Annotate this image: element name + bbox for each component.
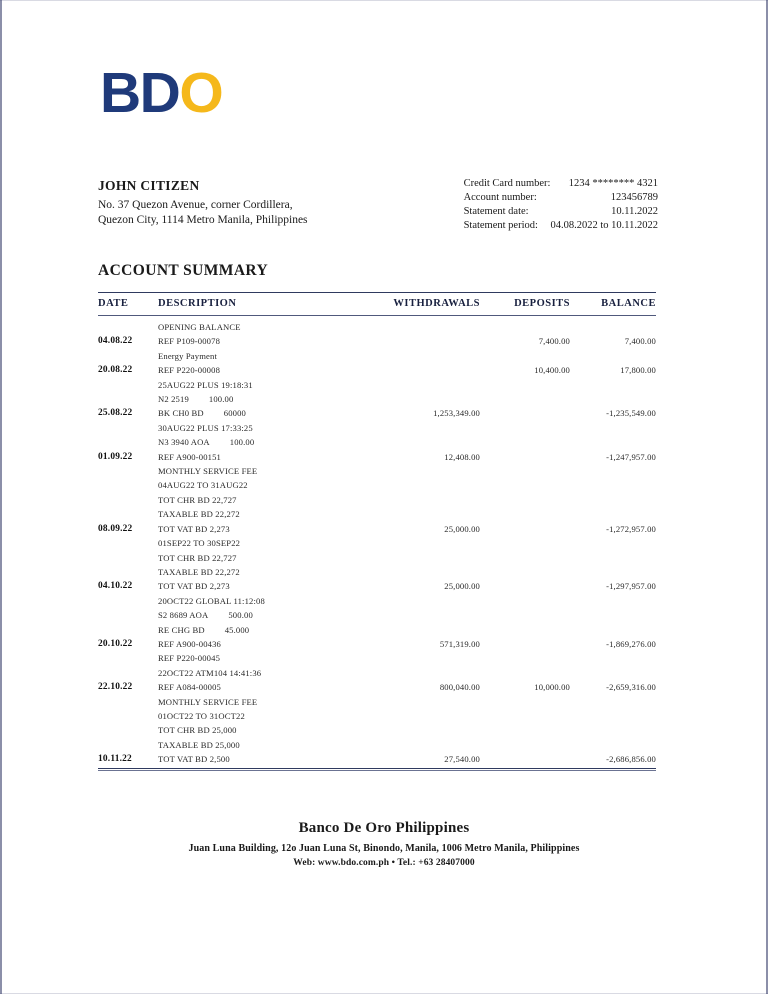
footer-contact: Web: www.bdo.com.ph • Tel.: +63 28407000 <box>293 858 475 868</box>
cell-date <box>98 565 158 579</box>
cell-deposit <box>480 651 570 665</box>
cell-description <box>158 738 374 752</box>
cell-date <box>98 551 158 565</box>
table-row <box>98 493 656 507</box>
cell-date <box>98 464 158 478</box>
cell-description <box>158 565 374 579</box>
cell-balance <box>570 723 656 737</box>
description-inline-amount: 100.00 <box>229 437 255 448</box>
cell-withdrawal <box>374 723 480 737</box>
cell-withdrawal: 27,540.00 <box>444 754 480 765</box>
transaction-rows <box>98 320 656 767</box>
cell-withdrawal <box>374 464 480 478</box>
cell-withdrawal: 800,040.00 <box>439 682 480 693</box>
customer-address-line-1: No. 37 Quezon Avenue, corner Cordillera, <box>98 199 293 211</box>
account-summary-table-wrap <box>98 292 656 771</box>
cell-description <box>158 507 374 521</box>
cell-balance <box>570 709 656 723</box>
cell-deposit <box>480 608 570 622</box>
column-header-date: DATE <box>98 298 129 309</box>
table-rule-bottom <box>98 768 656 769</box>
account-summary-body-table <box>98 320 656 767</box>
bdo-logo <box>100 62 222 124</box>
description-text: TOT CHR BD 22,727 <box>158 494 237 505</box>
cell-deposit <box>480 478 570 492</box>
cell-withdrawal <box>374 594 480 608</box>
cell-description <box>158 536 374 550</box>
cell-description <box>158 406 374 420</box>
cell-description <box>158 493 374 507</box>
table-row <box>98 450 656 464</box>
description-text: TOT CHR BD 22,727 <box>158 552 237 563</box>
cell-deposit <box>480 738 570 752</box>
cell-date <box>98 392 158 406</box>
cell-withdrawal <box>374 507 480 521</box>
cell-balance: -2,659,316.00 <box>606 682 656 693</box>
page-border-top <box>0 0 768 1</box>
table-row <box>98 738 656 752</box>
table-row <box>98 680 656 694</box>
cell-withdrawal <box>374 435 480 449</box>
cell-deposit <box>480 522 570 536</box>
cell-date <box>98 695 158 709</box>
table-row <box>98 392 656 406</box>
statement-date-label: Statement date: <box>463 206 529 217</box>
description-text: TOT VAT BD 2,500 <box>158 754 230 765</box>
cell-deposit <box>480 637 570 651</box>
description-text: TOT CHR BD 25,000 <box>158 725 237 736</box>
cell-balance: 17,800.00 <box>620 365 656 376</box>
cell-date <box>98 709 158 723</box>
cell-balance <box>570 378 656 392</box>
cell-description <box>158 435 374 449</box>
cell-description <box>158 349 374 363</box>
cell-date: 22.10.22 <box>98 682 133 693</box>
cell-balance <box>570 594 656 608</box>
table-row <box>98 723 656 737</box>
cell-withdrawal <box>374 623 480 637</box>
table-row <box>98 320 656 334</box>
cell-deposit <box>480 709 570 723</box>
cell-deposit <box>480 565 570 579</box>
description-text: BK CH0 BD <box>158 408 204 419</box>
cell-balance: -1,297,957.00 <box>606 581 656 592</box>
description-text: MONTHLY SERVICE FEE <box>158 466 258 477</box>
description-text: 01OCT22 TO 31OCT22 <box>158 710 245 721</box>
cell-balance <box>570 565 656 579</box>
description-text: 22OCT22 ATM104 14:41:36 <box>158 667 262 678</box>
cell-deposit <box>480 392 570 406</box>
description-text: 04AUG22 TO 31AUG22 <box>158 480 248 491</box>
cell-date <box>98 594 158 608</box>
cell-description <box>158 680 374 694</box>
cell-date: 10.11.22 <box>98 754 132 765</box>
description-text: TOT VAT BD 2,273 <box>158 581 230 592</box>
cell-deposit <box>480 723 570 737</box>
table-row <box>98 695 656 709</box>
description-text: 30AUG22 PLUS 17:33:25 <box>158 422 253 433</box>
description-inline-amount: 100.00 <box>208 394 234 405</box>
cell-balance: -1,247,957.00 <box>606 451 656 462</box>
cell-description <box>158 695 374 709</box>
cell-withdrawal <box>374 320 480 334</box>
column-header-withdrawals: WITHDRAWALS <box>393 298 480 309</box>
table-row <box>98 522 656 536</box>
cell-description <box>158 450 374 464</box>
account-number-value: 123456789 <box>610 192 658 203</box>
description-text: TAXABLE BD 25,000 <box>158 739 240 750</box>
table-row <box>98 478 656 492</box>
statement-header-block <box>98 178 658 234</box>
statement-period-value: 04.08.2022 to 10.11.2022 <box>550 220 658 231</box>
cell-date <box>98 320 158 334</box>
cell-withdrawal <box>374 334 480 348</box>
cell-balance: -2,686,856.00 <box>606 754 656 765</box>
cell-balance: 7,400.00 <box>624 336 656 347</box>
description-text: TOT VAT BD 2,273 <box>158 523 230 534</box>
cell-description <box>158 392 374 406</box>
account-detail-row <box>464 192 658 206</box>
logo-text-o: O <box>179 60 223 125</box>
customer-address-line-2: Quezon City, 1114 Metro Manila, Philippines <box>98 214 308 226</box>
cell-balance: -1,235,549.00 <box>606 408 656 419</box>
cell-balance <box>570 507 656 521</box>
footer-address: Juan Luna Building, 12o Juan Luna St, Binondo, Manila, 1006 Metro Manila, Philippines <box>188 843 580 854</box>
cell-deposit <box>480 623 570 637</box>
cell-balance: -1,272,957.00 <box>606 523 656 534</box>
cell-date <box>98 536 158 550</box>
table-row <box>98 594 656 608</box>
cell-withdrawal <box>374 565 480 579</box>
cell-description <box>158 478 374 492</box>
table-row <box>98 666 656 680</box>
cell-description <box>158 623 374 637</box>
cell-description <box>158 464 374 478</box>
cell-balance <box>570 435 656 449</box>
column-header-deposits: DEPOSITS <box>514 298 570 309</box>
cell-description <box>158 334 374 348</box>
cell-balance <box>570 666 656 680</box>
cell-date <box>98 723 158 737</box>
description-text: REF P109-00078 <box>158 336 221 347</box>
table-header-row <box>98 295 656 313</box>
account-detail-row <box>464 206 658 220</box>
cell-description <box>158 666 374 680</box>
description-text: 25AUG22 PLUS 19:18:31 <box>158 379 253 390</box>
customer-name: JOHN CITIZEN <box>98 178 200 193</box>
cell-deposit: 10,400.00 <box>534 365 570 376</box>
cell-deposit: 10,000.00 <box>534 682 570 693</box>
table-row <box>98 421 656 435</box>
cell-description <box>158 421 374 435</box>
cell-description <box>158 651 374 665</box>
description-inline-amount: 60000 <box>223 408 246 419</box>
cell-date <box>98 421 158 435</box>
cell-balance <box>570 738 656 752</box>
cell-description <box>158 363 374 377</box>
cell-withdrawal: 571,319.00 <box>439 638 480 649</box>
cell-withdrawal <box>374 478 480 492</box>
cell-deposit: 7,400.00 <box>538 336 570 347</box>
table-row <box>98 464 656 478</box>
cell-deposit <box>480 435 570 449</box>
description-text: N2 2519 <box>158 394 189 405</box>
cell-date <box>98 435 158 449</box>
cell-date: 25.08.22 <box>98 408 133 419</box>
statement-period-label: Statement period: <box>463 220 538 231</box>
cell-balance <box>570 608 656 622</box>
cell-date <box>98 349 158 363</box>
description-text: RE CHG BD <box>158 624 205 635</box>
description-text: REF A900-00436 <box>158 638 221 649</box>
table-row <box>98 752 656 766</box>
cell-description <box>158 709 374 723</box>
cell-deposit <box>480 752 570 766</box>
cell-balance <box>570 320 656 334</box>
cell-deposit <box>480 421 570 435</box>
description-text: N3 3940 AOA <box>158 437 210 448</box>
column-header-balance: BALANCE <box>601 298 656 309</box>
cell-description <box>158 723 374 737</box>
cell-deposit <box>480 695 570 709</box>
description-text: MONTHLY SERVICE FEE <box>158 696 258 707</box>
cell-description <box>158 378 374 392</box>
cell-balance <box>570 493 656 507</box>
cell-withdrawal <box>374 493 480 507</box>
customer-block <box>98 178 398 234</box>
description-text: 01SEP22 TO 30SEP22 <box>158 538 241 549</box>
table-row <box>98 507 656 521</box>
cell-description <box>158 752 374 766</box>
cell-description <box>158 579 374 593</box>
cell-withdrawal <box>374 709 480 723</box>
cell-withdrawal <box>374 392 480 406</box>
table-row <box>98 651 656 665</box>
cell-balance: -1,869,276.00 <box>606 638 656 649</box>
description-text: TAXABLE BD 22,272 <box>158 509 240 520</box>
cell-description <box>158 320 374 334</box>
cell-withdrawal <box>374 651 480 665</box>
cell-balance <box>570 551 656 565</box>
cell-description <box>158 594 374 608</box>
account-detail-row <box>464 178 658 192</box>
table-row <box>98 435 656 449</box>
cell-withdrawal <box>374 666 480 680</box>
cell-balance <box>570 349 656 363</box>
table-row <box>98 608 656 622</box>
table-row <box>98 623 656 637</box>
cell-date <box>98 478 158 492</box>
description-text: 20OCT22 GLOBAL 11:12:08 <box>158 595 265 606</box>
description-text: TAXABLE BD 22,272 <box>158 566 240 577</box>
table-row <box>98 709 656 723</box>
description-text: S2 8689 AOA <box>158 610 209 621</box>
table-row <box>98 565 656 579</box>
cell-deposit <box>480 579 570 593</box>
cell-description <box>158 522 374 536</box>
cell-balance <box>570 536 656 550</box>
cell-date: 04.10.22 <box>98 581 133 592</box>
cell-withdrawal <box>374 551 480 565</box>
cell-date: 20.10.22 <box>98 638 133 649</box>
table-row <box>98 378 656 392</box>
cell-withdrawal: 25,000.00 <box>444 581 480 592</box>
cell-deposit <box>480 406 570 420</box>
cell-withdrawal <box>374 695 480 709</box>
credit-card-number-value: 1234 ******** 4321 <box>568 178 658 189</box>
account-summary-table <box>98 295 656 313</box>
table-row <box>98 579 656 593</box>
table-rule-bottom-thin <box>98 770 656 771</box>
account-details-table <box>464 178 658 234</box>
description-inline-amount: 45.000 <box>224 624 250 635</box>
cell-withdrawal: 12,408.00 <box>444 451 480 462</box>
column-header-description: DESCRIPTION <box>158 298 237 309</box>
cell-withdrawal <box>374 363 480 377</box>
cell-balance <box>570 623 656 637</box>
cell-withdrawal: 25,000.00 <box>444 523 480 534</box>
table-rule-top <box>98 292 656 293</box>
cell-description <box>158 637 374 651</box>
cell-deposit <box>480 666 570 680</box>
table-row <box>98 363 656 377</box>
cell-balance <box>570 478 656 492</box>
table-row <box>98 334 656 348</box>
cell-deposit <box>480 551 570 565</box>
cell-balance <box>570 695 656 709</box>
cell-date: 04.08.22 <box>98 336 133 347</box>
description-text: REF A900-00151 <box>158 451 221 462</box>
cell-date: 20.08.22 <box>98 365 133 376</box>
cell-date <box>98 608 158 622</box>
table-row <box>98 406 656 420</box>
table-row <box>98 551 656 565</box>
cell-deposit <box>480 507 570 521</box>
footer-bank-name: Banco De Oro Philippines <box>298 820 470 836</box>
description-text: REF A084-00005 <box>158 682 221 693</box>
cell-balance <box>570 421 656 435</box>
cell-balance <box>570 392 656 406</box>
account-details-body <box>464 178 658 234</box>
statement-date-value: 10.11.2022 <box>611 206 658 217</box>
cell-balance <box>570 464 656 478</box>
cell-withdrawal <box>374 536 480 550</box>
credit-card-number-label: Credit Card number: <box>463 178 551 189</box>
cell-withdrawal <box>374 421 480 435</box>
cell-withdrawal: 1,253,349.00 <box>433 408 480 419</box>
cell-date: 01.09.22 <box>98 451 133 462</box>
account-number-label: Account number: <box>463 192 537 203</box>
cell-date <box>98 507 158 521</box>
cell-deposit <box>480 378 570 392</box>
table-row <box>98 349 656 363</box>
cell-date <box>98 493 158 507</box>
cell-date <box>98 378 158 392</box>
cell-deposit <box>480 594 570 608</box>
cell-date <box>98 666 158 680</box>
description-text: OPENING BALANCE <box>158 322 241 332</box>
table-row <box>98 637 656 651</box>
cell-withdrawal <box>374 349 480 363</box>
cell-balance <box>570 651 656 665</box>
cell-deposit <box>480 450 570 464</box>
cell-deposit <box>480 493 570 507</box>
description-text: REF P220-00045 <box>158 653 221 664</box>
table-head <box>98 295 656 313</box>
cell-description <box>158 551 374 565</box>
section-title-account-summary: ACCOUNT SUMMARY <box>98 262 269 279</box>
cell-date <box>98 738 158 752</box>
cell-deposit <box>480 320 570 334</box>
logo-text-bd: BD <box>100 60 180 125</box>
cell-date <box>98 651 158 665</box>
cell-withdrawal <box>374 378 480 392</box>
cell-withdrawal <box>374 608 480 622</box>
cell-withdrawal <box>374 738 480 752</box>
table-row <box>98 536 656 550</box>
cell-date: 08.09.22 <box>98 523 133 534</box>
cell-deposit <box>480 349 570 363</box>
description-text: Energy Payment <box>158 350 217 361</box>
page-footer <box>0 820 768 868</box>
cell-deposit <box>480 464 570 478</box>
account-detail-row <box>464 220 658 234</box>
description-inline-amount: 500.00 <box>228 610 253 621</box>
cell-description <box>158 608 374 622</box>
cell-date <box>98 623 158 637</box>
cell-deposit <box>480 536 570 550</box>
description-text: REF P220-00008 <box>158 365 221 376</box>
